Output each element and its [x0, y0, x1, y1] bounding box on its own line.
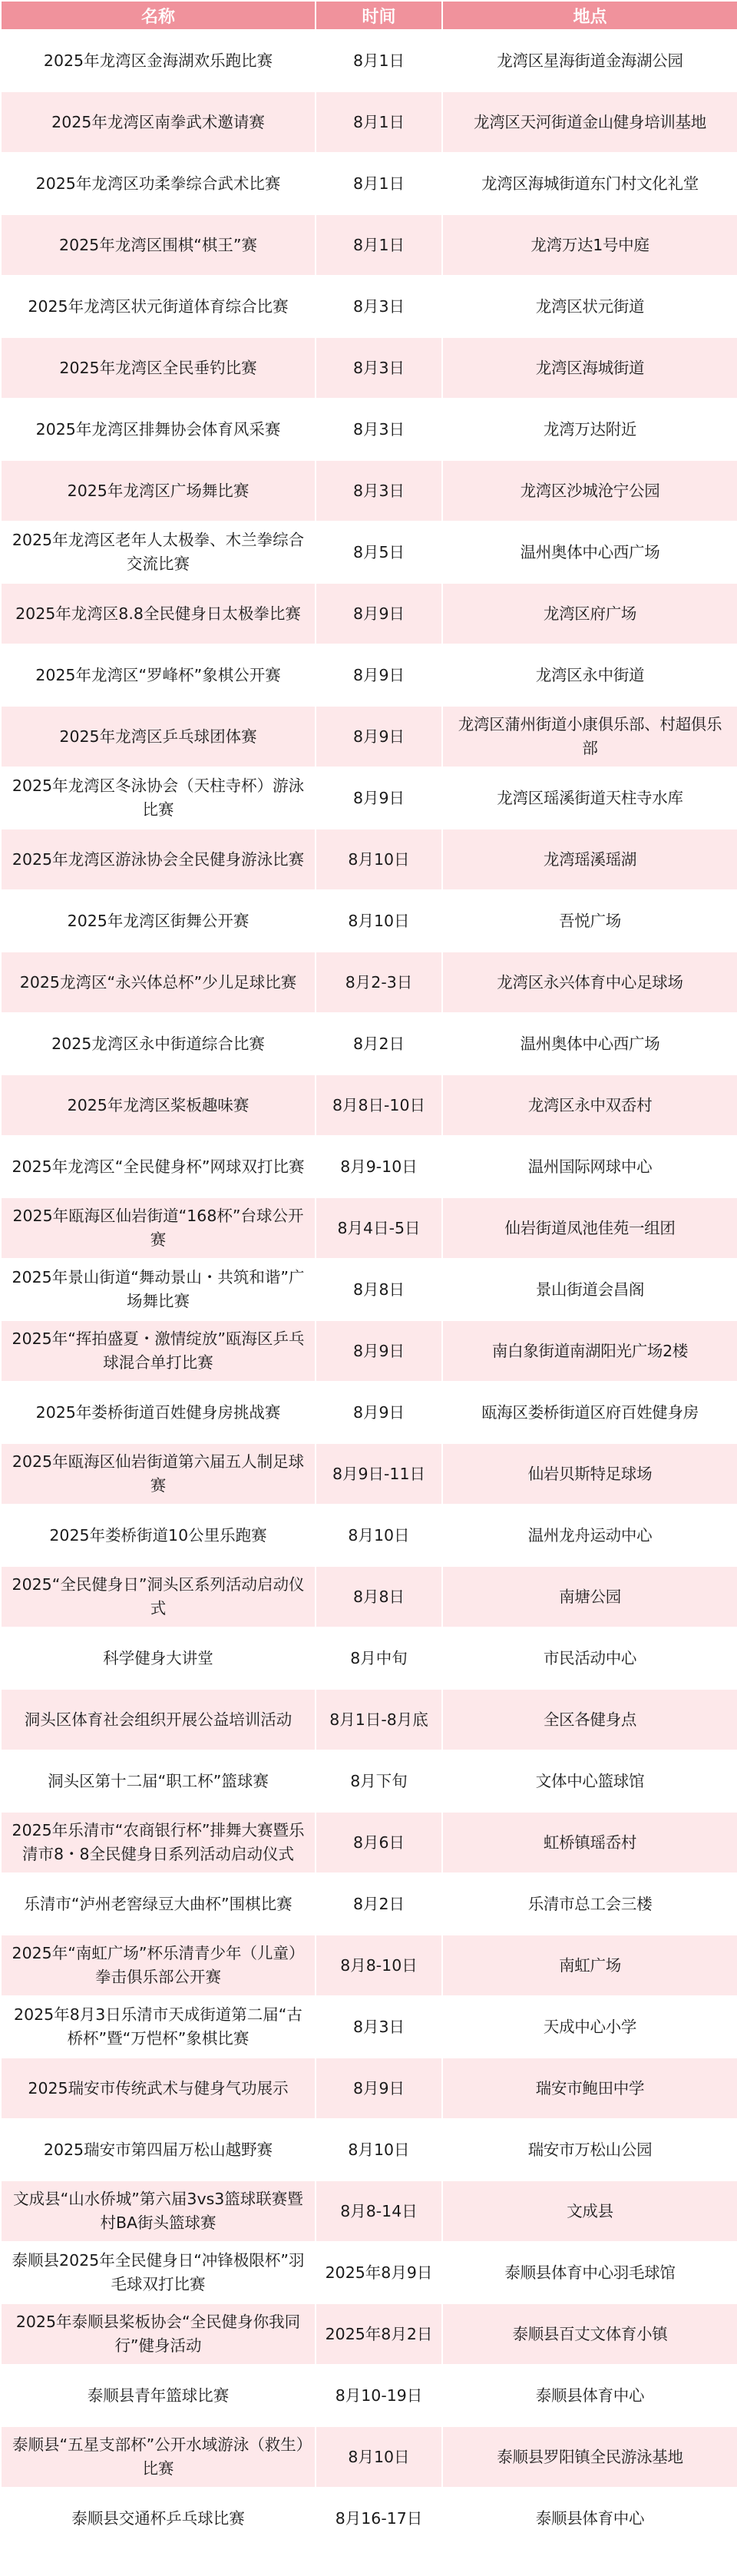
event-name-cell: 泰顺县2025年全民健身日“冲锋极限杯”羽毛球双打比赛	[1, 2242, 316, 2303]
table-row	[1, 2119, 737, 2180]
event-time-cell: 8月9-10日	[316, 1136, 442, 1197]
table-row	[1, 1197, 737, 1259]
event-time-cell: 8月8日-10日	[316, 1074, 442, 1136]
table-row	[1, 399, 737, 460]
event-time-cell: 8月10日	[316, 829, 442, 890]
event-place-cell: 龙湾区状元街道	[442, 276, 737, 337]
event-time-cell: 8月8日	[316, 1566, 442, 1627]
table-row	[1, 1627, 737, 1689]
event-name-cell: 2025年娄桥街道10公里乐跑赛	[1, 1505, 316, 1566]
event-name-cell: 2025年龙湾区“全民健身杯”网球双打比赛	[1, 1136, 316, 1197]
event-time-cell: 8月10日	[316, 2119, 442, 2180]
event-place-cell: 龙湾万达1号中庭	[442, 214, 737, 276]
header-row	[1, 1, 737, 30]
event-time-cell: 8月9日	[316, 1382, 442, 1443]
table-row	[1, 1505, 737, 1566]
event-name-cell: 2025年娄桥街道百姓健身房挑战赛	[1, 1382, 316, 1443]
event-time-cell: 8月1日	[316, 214, 442, 276]
table-row	[1, 1750, 737, 1812]
event-place-cell: 龙湾区蒲州街道小康俱乐部、村超俱乐部	[442, 706, 737, 767]
event-time-cell: 8月9日	[316, 644, 442, 706]
event-place-cell: 全区各健身点	[442, 1689, 737, 1750]
event-place-cell: 南塘公园	[442, 1566, 737, 1627]
event-place-cell: 泰顺县罗阳镇全民游泳基地	[442, 2426, 737, 2488]
table-row	[1, 829, 737, 890]
event-place-cell: 泰顺县体育中心羽毛球馆	[442, 2242, 737, 2303]
event-name-cell: 2025年乐清市“农商银行杯”排舞大赛暨乐清市8・8全民健身日系列活动启动仪式	[1, 1812, 316, 1873]
event-time-cell: 8月9日-11日	[316, 1443, 442, 1505]
event-time-cell: 8月8-10日	[316, 1935, 442, 1996]
event-name-cell: 2025年瓯海区仙岩街道第六届五人制足球赛	[1, 1443, 316, 1505]
event-time-cell: 8月1日-8月底	[316, 1689, 442, 1750]
table-body	[1, 30, 737, 2549]
event-place-cell: 龙湾区瑶溪街道天柱寺水库	[442, 767, 737, 829]
header-time: 时间	[316, 1, 442, 30]
table-row	[1, 2303, 737, 2365]
table-row	[1, 1689, 737, 1750]
table-row	[1, 706, 737, 767]
event-place-cell: 瑞安市鲍田中学	[442, 2058, 737, 2119]
event-time-cell: 8月2日	[316, 1873, 442, 1935]
event-time-cell: 8月3日	[316, 337, 442, 399]
event-place-cell: 仙岩街道凤池佳苑一组团	[442, 1197, 737, 1259]
event-time-cell: 8月9日	[316, 583, 442, 644]
event-name-cell: 2025年龙湾区围棋“棋王”赛	[1, 214, 316, 276]
event-place-cell: 龙湾区永兴体育中心足球场	[442, 952, 737, 1013]
table-row	[1, 153, 737, 214]
event-time-cell: 2025年8月9日	[316, 2242, 442, 2303]
event-place-cell: 龙湾区星海街道金海湖公园	[442, 30, 737, 91]
table-row	[1, 2180, 737, 2242]
table-row	[1, 337, 737, 399]
event-time-cell: 8月9日	[316, 767, 442, 829]
table-row	[1, 1996, 737, 2058]
table-row	[1, 276, 737, 337]
event-name-cell: 2025年龙湾区乒乓球团体赛	[1, 706, 316, 767]
event-place-cell: 南白象街道南湖阳光广场2楼	[442, 1320, 737, 1382]
event-name-cell: 2025年“挥拍盛夏・激情绽放”瓯海区乒乓球混合单打比赛	[1, 1320, 316, 1382]
event-name-cell: 2025年龙湾区冬泳协会（天柱寺杯）游泳比赛	[1, 767, 316, 829]
event-name-cell: 2025“全民健身日”洞头区系列活动启动仪式	[1, 1566, 316, 1627]
event-place-cell: 景山街道会昌阁	[442, 1259, 737, 1320]
event-time-cell: 8月1日	[316, 91, 442, 153]
event-place-cell: 温州龙舟运动中心	[442, 1505, 737, 1566]
event-name-cell: 科学健身大讲堂	[1, 1627, 316, 1689]
table-row	[1, 521, 737, 583]
event-time-cell: 8月中旬	[316, 1627, 442, 1689]
event-place-cell: 仙岩贝斯特足球场	[442, 1443, 737, 1505]
table-row	[1, 1136, 737, 1197]
table-row	[1, 2058, 737, 2119]
table-row	[1, 1566, 737, 1627]
event-name-cell: 2025年龙湾区街舞公开赛	[1, 890, 316, 952]
event-name-cell: 2025龙湾区“永兴体总杯”少儿足球比赛	[1, 952, 316, 1013]
event-time-cell: 8月3日	[316, 276, 442, 337]
event-time-cell: 8月9日	[316, 706, 442, 767]
event-name-cell: 乐清市“泸州老窖绿豆大曲杯”围棋比赛	[1, 1873, 316, 1935]
event-time-cell: 8月3日	[316, 460, 442, 521]
event-time-cell: 8月2日	[316, 1013, 442, 1074]
event-name-cell: 文成县“山水侨城”第六届3vs3篮球联赛暨村BA街头篮球赛	[1, 2180, 316, 2242]
table-row	[1, 890, 737, 952]
table-row	[1, 1935, 737, 1996]
event-place-cell: 龙湾区永中双岙村	[442, 1074, 737, 1136]
table-row	[1, 1873, 737, 1935]
event-name-cell: 洞头区第十二届“职工杯”篮球赛	[1, 1750, 316, 1812]
event-place-cell: 天成中心小学	[442, 1996, 737, 2058]
event-place-cell: 龙湾区沙城沧宁公园	[442, 460, 737, 521]
event-time-cell: 8月8-14日	[316, 2180, 442, 2242]
event-place-cell: 市民活动中心	[442, 1627, 737, 1689]
event-name-cell: 2025年龙湾区广场舞比赛	[1, 460, 316, 521]
event-name-cell: 2025瑞安市传统武术与健身气功展示	[1, 2058, 316, 2119]
event-place-cell: 文体中心篮球馆	[442, 1750, 737, 1812]
event-name-cell: 2025年龙湾区功柔拳综合武术比赛	[1, 153, 316, 214]
event-place-cell: 龙湾区天河街道金山健身培训基地	[442, 91, 737, 153]
event-time-cell: 8月3日	[316, 399, 442, 460]
table-row	[1, 1443, 737, 1505]
event-place-cell: 吾悦广场	[442, 890, 737, 952]
event-place-cell: 龙湾瑶溪瑶湖	[442, 829, 737, 890]
event-place-cell: 龙湾区海城街道东门村文化礼堂	[442, 153, 737, 214]
table-row	[1, 1812, 737, 1873]
table-row	[1, 644, 737, 706]
event-time-cell: 8月5日	[316, 521, 442, 583]
event-time-cell: 8月4日-5日	[316, 1197, 442, 1259]
table-row	[1, 952, 737, 1013]
event-name-cell: 洞头区体育社会组织开展公益培训活动	[1, 1689, 316, 1750]
event-name-cell: 2025年8月3日乐清市天成街道第二届“古桥杯”暨“万恺杯”象棋比赛	[1, 1996, 316, 2058]
event-place-cell: 龙湾区永中街道	[442, 644, 737, 706]
event-name-cell: 2025年景山街道“舞动景山・共筑和谐”广场舞比赛	[1, 1259, 316, 1320]
event-place-cell: 瓯海区娄桥街道区府百姓健身房	[442, 1382, 737, 1443]
event-time-cell: 8月10日	[316, 2426, 442, 2488]
event-time-cell: 8月16-17日	[316, 2488, 442, 2549]
event-name-cell: 2025年龙湾区南拳武术邀请赛	[1, 91, 316, 153]
table-row	[1, 1013, 737, 1074]
table-row	[1, 1382, 737, 1443]
table-row	[1, 30, 737, 91]
event-place-cell: 龙湾区府广场	[442, 583, 737, 644]
event-place-cell: 虹桥镇瑶岙村	[442, 1812, 737, 1873]
table-row	[1, 1074, 737, 1136]
table-row	[1, 1320, 737, 1382]
event-place-cell: 温州奥体中心西广场	[442, 1013, 737, 1074]
event-name-cell: 2025年龙湾区游泳协会全民健身游泳比赛	[1, 829, 316, 890]
header-place: 地点	[442, 1, 737, 30]
event-time-cell: 8月2-3日	[316, 952, 442, 1013]
event-name-cell: 2025年龙湾区桨板趣味赛	[1, 1074, 316, 1136]
table-row	[1, 2242, 737, 2303]
event-time-cell: 8月9日	[316, 2058, 442, 2119]
event-place-cell: 温州国际网球中心	[442, 1136, 737, 1197]
table-header	[1, 1, 737, 30]
table-row	[1, 460, 737, 521]
event-time-cell: 8月1日	[316, 153, 442, 214]
event-name-cell: 2025年龙湾区全民垂钓比赛	[1, 337, 316, 399]
table-row	[1, 2426, 737, 2488]
event-place-cell: 瑞安市万松山公园	[442, 2119, 737, 2180]
event-name-cell: 泰顺县青年篮球比赛	[1, 2365, 316, 2426]
event-name-cell: 2025年龙湾区“罗峰杯”象棋公开赛	[1, 644, 316, 706]
event-name-cell: 2025瑞安市第四届万松山越野赛	[1, 2119, 316, 2180]
header-name: 名称	[1, 1, 316, 30]
event-time-cell: 8月8日	[316, 1259, 442, 1320]
event-place-cell: 龙湾区海城街道	[442, 337, 737, 399]
event-time-cell: 8月10日	[316, 1505, 442, 1566]
event-place-cell: 乐清市总工会三楼	[442, 1873, 737, 1935]
event-name-cell: 2025年龙湾区状元街道体育综合比赛	[1, 276, 316, 337]
event-place-cell: 泰顺县体育中心	[442, 2488, 737, 2549]
event-time-cell: 8月下旬	[316, 1750, 442, 1812]
event-name-cell: 2025年瓯海区仙岩街道“168杯”台球公开赛	[1, 1197, 316, 1259]
table-row	[1, 214, 737, 276]
event-name-cell: 2025龙湾区永中街道综合比赛	[1, 1013, 316, 1074]
event-name-cell: 2025年龙湾区8.8全民健身日太极拳比赛	[1, 583, 316, 644]
event-name-cell: 2025年龙湾区排舞协会体育风采赛	[1, 399, 316, 460]
event-place-cell: 文成县	[442, 2180, 737, 2242]
event-name-cell: 2025年泰顺县桨板协会“全民健身你我同行”健身活动	[1, 2303, 316, 2365]
table-row	[1, 2488, 737, 2549]
event-place-cell: 泰顺县体育中心	[442, 2365, 737, 2426]
event-time-cell: 8月3日	[316, 1996, 442, 2058]
event-place-cell: 温州奥体中心西广场	[442, 521, 737, 583]
table-row	[1, 91, 737, 153]
event-time-cell: 8月6日	[316, 1812, 442, 1873]
event-place-cell: 南虹广场	[442, 1935, 737, 1996]
event-name-cell: 2025年“南虹广场”杯乐清青少年（儿童）拳击俱乐部公开赛	[1, 1935, 316, 1996]
event-name-cell: 泰顺县“五星支部杯”公开水域游泳（救生）比赛	[1, 2426, 316, 2488]
table-row	[1, 767, 737, 829]
event-time-cell: 8月10日	[316, 890, 442, 952]
event-name-cell: 泰顺县交通杯乒乓球比赛	[1, 2488, 316, 2549]
event-place-cell: 龙湾万达附近	[442, 399, 737, 460]
event-name-cell: 2025年龙湾区金海湖欢乐跑比赛	[1, 30, 316, 91]
event-place-cell: 泰顺县百丈文体育小镇	[442, 2303, 737, 2365]
table-row	[1, 2365, 737, 2426]
table-row	[1, 583, 737, 644]
event-name-cell: 2025年龙湾区老年人太极拳、木兰拳综合交流比赛	[1, 521, 316, 583]
event-time-cell: 8月9日	[316, 1320, 442, 1382]
event-time-cell: 8月10-19日	[316, 2365, 442, 2426]
event-time-cell: 8月1日	[316, 30, 442, 91]
event-time-cell: 2025年8月2日	[316, 2303, 442, 2365]
table-row	[1, 1259, 737, 1320]
